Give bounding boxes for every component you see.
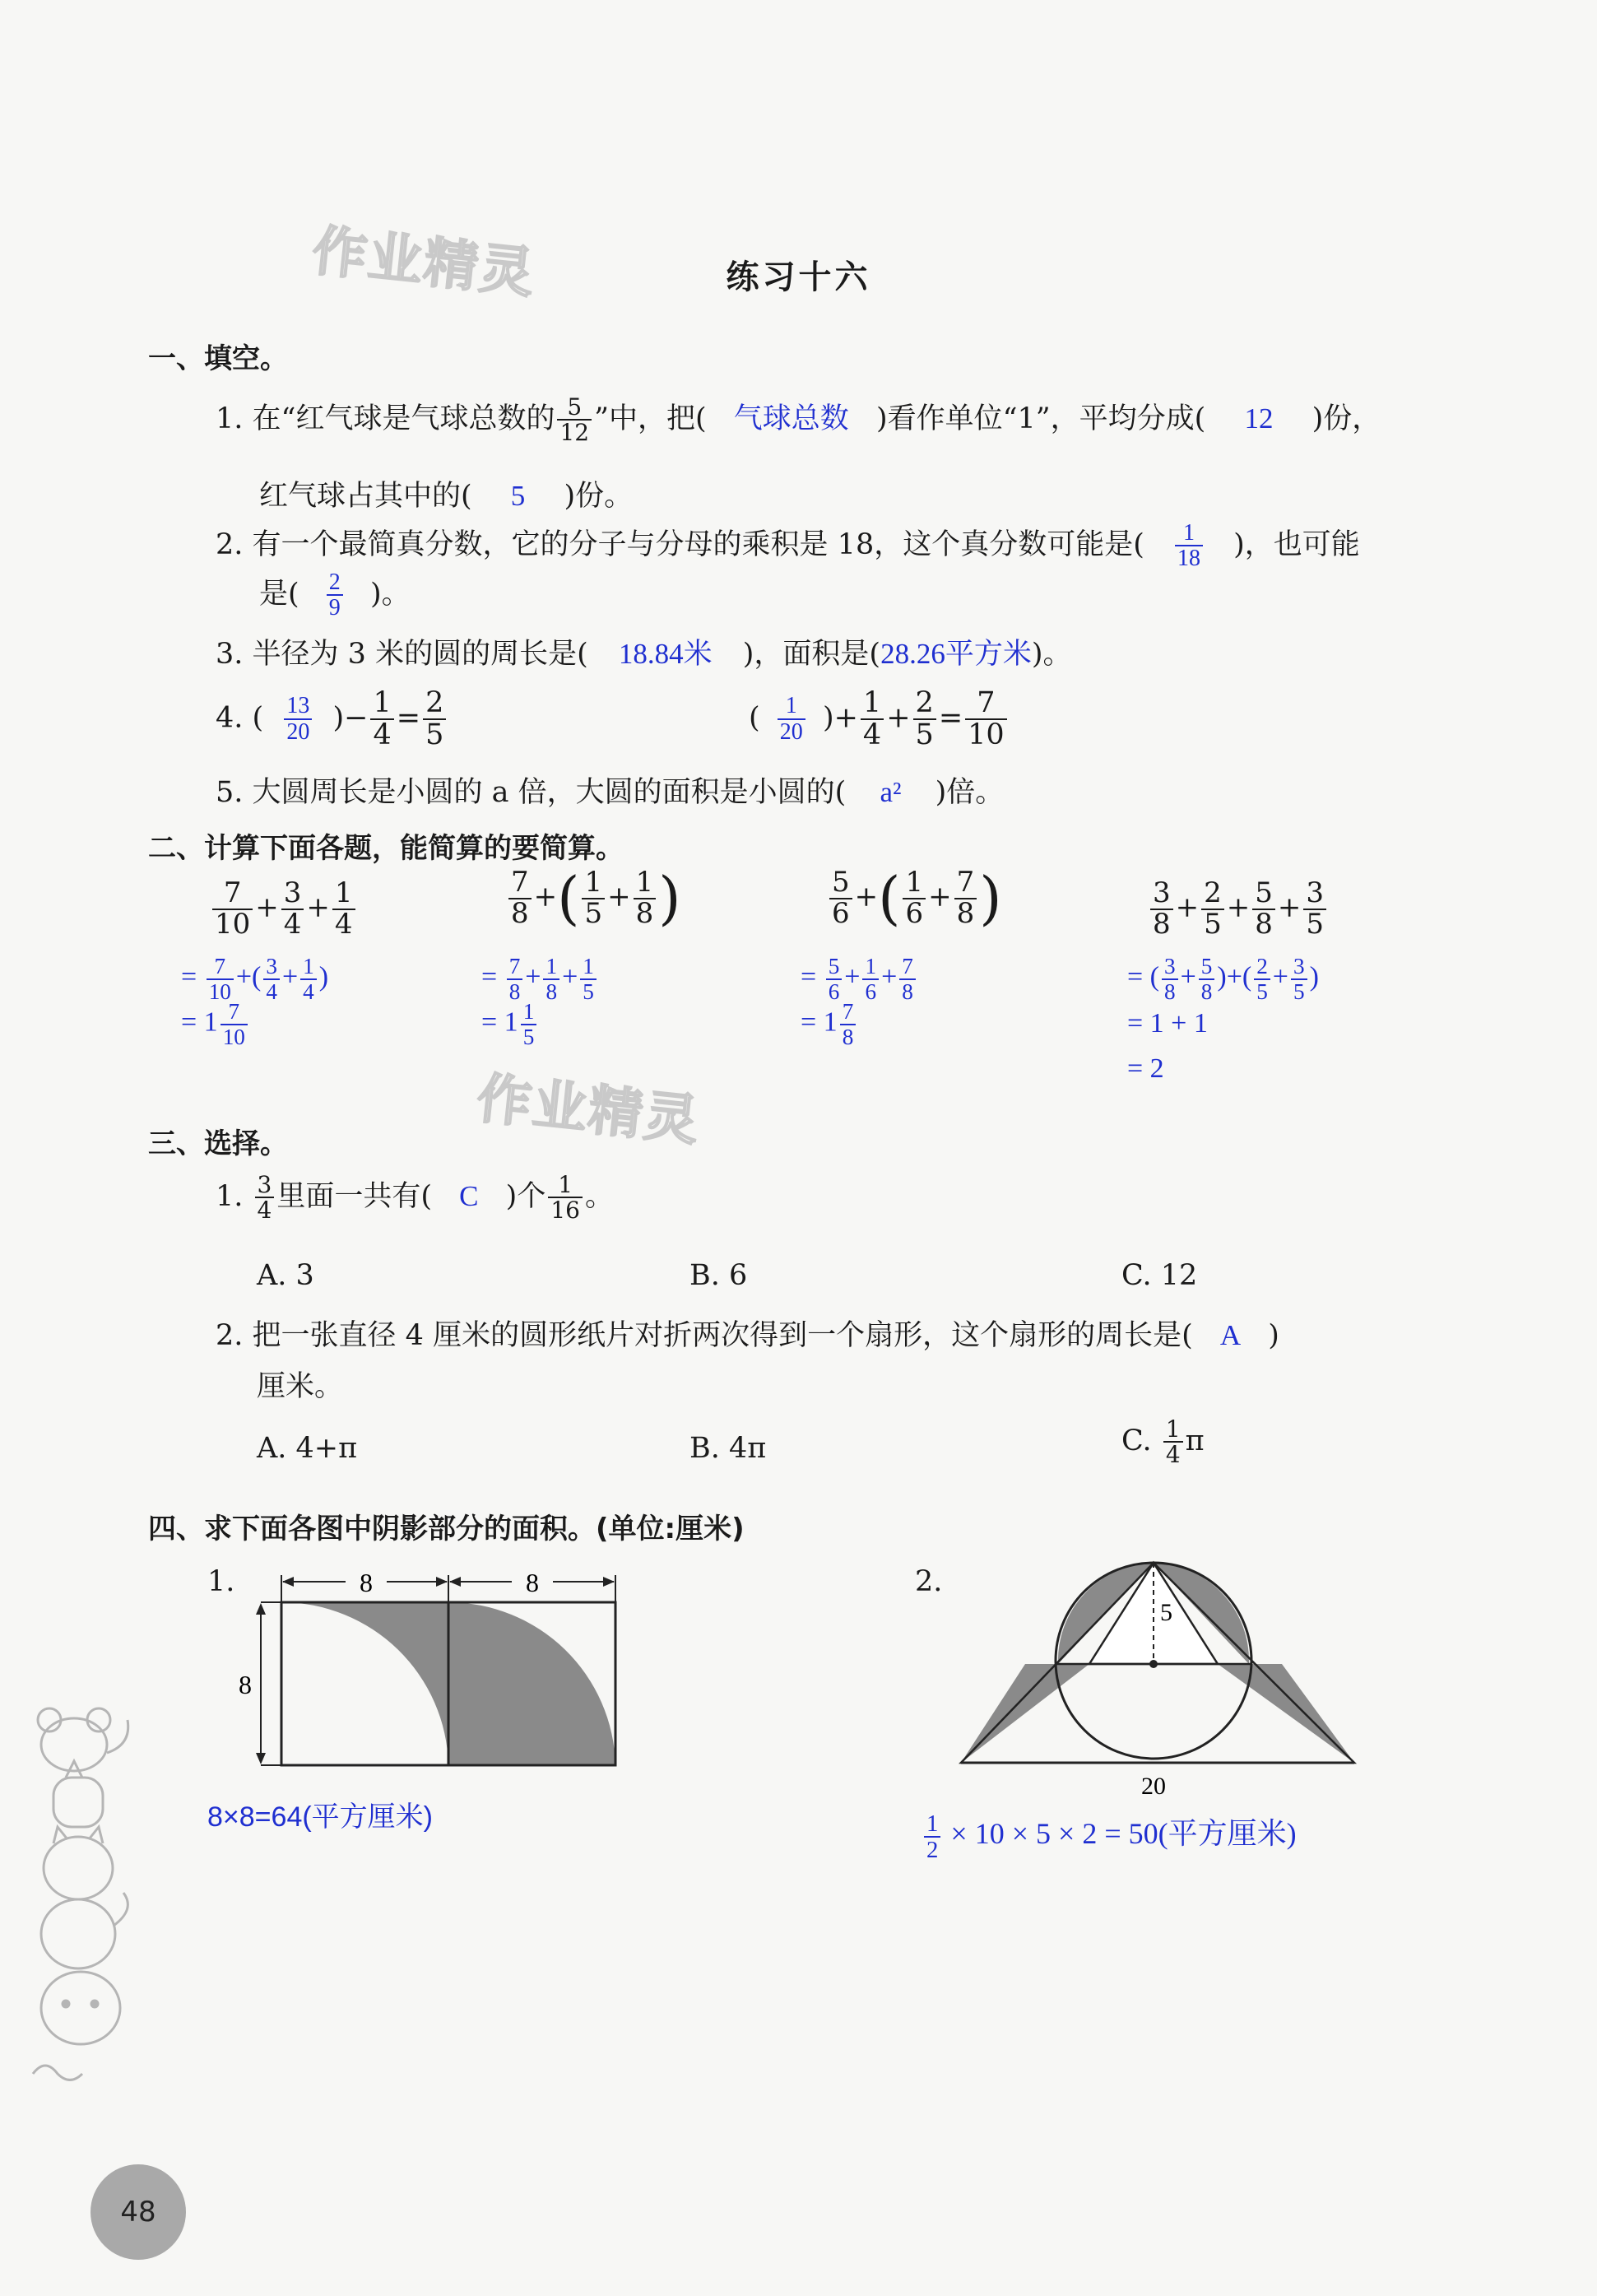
figure-2 (954, 1555, 1382, 1810)
question-1-2-line2 (259, 570, 411, 620)
operator: = (801, 961, 817, 992)
paren: ( (878, 864, 901, 932)
operator: = ( (1127, 961, 1159, 992)
shaded-region (1218, 1664, 1354, 1763)
fraction: $\frac{2}{5}$ (913, 688, 936, 751)
answer: 18.84米 (618, 638, 713, 670)
operator: + (1277, 890, 1302, 924)
question-text: )份。 (564, 480, 634, 513)
calc-problem-3 (827, 864, 1002, 932)
fraction: $\frac{1}{5}$ (580, 955, 597, 1003)
question-3-2 (216, 1313, 1279, 1354)
fraction: $\frac{7}{8}$ (507, 955, 523, 1003)
dimension-label: 20 (1141, 1773, 1166, 1800)
calc-step (801, 955, 918, 1003)
answer: 8×8=64(平方厘米) (207, 1801, 433, 1833)
operator: + (1272, 961, 1288, 992)
operator: + (281, 961, 299, 992)
fraction: $\frac{5}{6}$ (829, 868, 852, 928)
operator: + (255, 890, 279, 924)
calc-step (481, 955, 599, 1003)
operator: = 1 (801, 1006, 838, 1038)
question-1-4b (749, 688, 1010, 751)
question-text: )看作单位“1”，平均分成( (875, 402, 1206, 435)
operator: ) (318, 961, 329, 992)
question-3-1 (216, 1173, 614, 1223)
fraction: $\frac{3}{4}$ (263, 955, 280, 1003)
question-text: 是( (259, 577, 299, 611)
question-text: )，面积是( (742, 638, 881, 671)
answer: $\frac{1}{18}$ (1175, 521, 1203, 571)
fraction: $\frac{7}{10}$ (965, 688, 1007, 751)
operator: = 1 (481, 1006, 518, 1038)
answer: 气球总数 (733, 402, 849, 435)
fraction: $\frac{1}{8}$ (634, 868, 657, 928)
calc-step (181, 1000, 250, 1048)
question-text: 。 (584, 1179, 614, 1213)
section-heading: 三、选择。 (148, 1127, 288, 1160)
fraction: $\frac{7}{8}$ (840, 1000, 857, 1048)
operator: = (181, 961, 197, 992)
question-1-1-line2 (259, 473, 633, 514)
option-a: A. 3 (257, 1259, 314, 1292)
question-text: )。 (1031, 638, 1072, 671)
question-number: 4. (216, 701, 244, 735)
answer: $\frac{1}{20}$ (778, 694, 805, 744)
option-b: B. 4π (689, 1432, 767, 1465)
dimension-label: 8 (360, 1568, 373, 1597)
operator: + (306, 890, 330, 924)
calc-problem-2 (506, 864, 681, 932)
operator: + (854, 880, 879, 913)
fraction: $\frac{1}{4}$ (370, 688, 393, 751)
fraction: $\frac{5}{6}$ (826, 955, 843, 1003)
calc-step (1127, 955, 1319, 1003)
question-number: 5. (216, 776, 244, 809)
question-number: 3. (216, 638, 244, 671)
calc-step: = 2 (1127, 1053, 1164, 1084)
operator: ) (1309, 961, 1319, 992)
calc-problem-1 (210, 876, 358, 941)
fraction: $\frac{7}{10}$ (212, 879, 253, 939)
watermark: 作业精灵 (309, 218, 539, 305)
operator: + (525, 961, 541, 992)
question-text: )倍。 (935, 776, 1005, 809)
question-text: )份， (1311, 402, 1381, 435)
operator: + (1226, 890, 1251, 924)
fraction: $\frac{1}{16}$ (548, 1173, 583, 1223)
question-1-1 (216, 395, 1381, 445)
section-heading: 二、计算下面各题，能简算的要简算。 (148, 832, 624, 865)
operator: )+ (822, 701, 858, 735)
operator: +( (235, 961, 262, 992)
fraction: $\frac{1}{4}$ (300, 955, 317, 1003)
operator: )− (332, 701, 369, 735)
question-text: 半径为 3 米的圆的周长是( (252, 638, 588, 671)
operator: + (607, 880, 631, 913)
figure-number: 1. (207, 1565, 235, 1598)
paren: ( (252, 701, 264, 735)
fraction: $\frac{5}{8}$ (1252, 879, 1275, 939)
fraction: $\frac{1}{4}$ (332, 879, 355, 939)
fraction: $\frac{7}{10}$ (207, 955, 234, 1003)
fraction: $\frac{7}{10}$ (221, 1000, 248, 1048)
question-text: )个 (505, 1179, 546, 1213)
fraction: $\frac{1}{5}$ (582, 868, 605, 928)
operator: + (533, 880, 558, 913)
fraction: $\frac{3}{5}$ (1303, 879, 1326, 939)
page-title: 练习十六 (726, 258, 871, 296)
answer: 5 (510, 480, 526, 512)
figure-number: 2. (915, 1565, 943, 1598)
question-text: )。 (369, 577, 411, 611)
dimension-label: 8 (526, 1568, 539, 1597)
operator: + (844, 961, 861, 992)
fraction: $\frac{1}{8}$ (543, 955, 559, 1003)
paren: ( (557, 864, 580, 932)
fraction: $\frac{2}{5}$ (1254, 955, 1270, 1003)
cartoon-animals-illustration (16, 1695, 140, 2098)
fraction: $\frac{1}{2}$ (924, 1811, 940, 1862)
operator: = (481, 961, 498, 992)
paren: ( (749, 701, 760, 735)
fraction: $\frac{3}{8}$ (1150, 879, 1173, 939)
fraction: $\frac{1}{6}$ (862, 955, 879, 1003)
operator: = (938, 701, 963, 735)
question-text: 红气球占其中的( (259, 480, 472, 513)
fraction: $\frac{5}{8}$ (1199, 955, 1215, 1003)
fraction: $\frac{1}{4}$ (1163, 1417, 1183, 1467)
shaded-region (281, 1602, 448, 1765)
question-text: ) (1268, 1319, 1279, 1352)
calc-step (181, 955, 328, 1003)
answer: $\frac{2}{9}$ (327, 570, 343, 620)
fraction: $\frac{1}{4}$ (861, 688, 884, 751)
question-1-3 (216, 631, 1072, 672)
question-3-2-line2: 厘米。 (257, 1370, 344, 1403)
question-1-2 (216, 521, 1360, 571)
question-text: )，也可能 (1233, 528, 1360, 561)
calc-step (481, 1000, 539, 1048)
operator: + (1175, 890, 1200, 924)
watermark: 作业精灵 (474, 1066, 703, 1153)
paren: ) (658, 864, 681, 932)
operator: = 1 (181, 1006, 218, 1038)
operator: + (562, 961, 578, 992)
question-text: 有一个最简真分数，它的分子与分母的乘积是 18，这个真分数可能是( (252, 528, 1144, 561)
operator: + (886, 701, 911, 735)
dimension-label: 8 (239, 1670, 252, 1699)
question-text: 里面一共有( (276, 1179, 433, 1213)
question-1-5 (216, 769, 1004, 811)
fraction: $\frac{1}{5}$ (521, 1000, 537, 1048)
answer: $\frac{1}{2}$ × 10 × 5 × 2 = 50(平方厘米) (922, 1810, 1297, 1862)
operator: + (928, 880, 952, 913)
fraction: $\frac{1}{6}$ (903, 868, 926, 928)
operator: + (1180, 961, 1196, 992)
shaded-region (448, 1602, 615, 1765)
answer: $\frac{13}{20}$ (284, 694, 312, 744)
section-heading: 一、填空。 (148, 342, 288, 375)
section-heading: 四、求下面各图中阴影部分的面积。(单位:厘米) (148, 1513, 745, 1545)
figure-1 (239, 1555, 634, 1778)
fraction: $\frac{2}{5}$ (423, 688, 446, 751)
fraction: $\frac{7}{8}$ (508, 868, 532, 928)
operator: = (396, 701, 421, 735)
option-b: B. 6 (689, 1259, 748, 1292)
operator: + (881, 961, 898, 992)
option-a: A. 4+π (257, 1432, 358, 1465)
fraction: $\frac{3}{5}$ (1291, 955, 1307, 1003)
answer: 28.26平方米 (880, 638, 1032, 670)
fraction: $\frac{3}{8}$ (1162, 955, 1178, 1003)
answer: A (1219, 1319, 1242, 1351)
calc-step (801, 1000, 858, 1048)
question-text: 把一张直径 4 厘米的圆形纸片对折两次得到一个扇形，这个扇形的周长是( (252, 1319, 1193, 1352)
operator: )+( (1217, 961, 1252, 992)
answer: C (459, 1179, 479, 1212)
page-number: 48 (91, 2164, 186, 2260)
answer: 12 (1244, 402, 1274, 435)
question-number: 1. (216, 1179, 244, 1213)
option-c: C. $\frac{1}{4}$ π (1121, 1415, 1205, 1469)
dimension-label: 5 (1160, 1599, 1172, 1626)
question-1-4a (216, 688, 448, 751)
fraction: $\frac{7}{8}$ (899, 955, 916, 1003)
question-number: 1. (216, 402, 244, 435)
calc-problem-4 (1148, 876, 1329, 941)
option-c: C. 12 (1121, 1259, 1198, 1292)
question-text: 在“红气球是气球总数的 (252, 402, 555, 435)
fraction: $\frac{5}{12}$ (557, 395, 592, 445)
fraction: $\frac{2}{5}$ (1201, 879, 1224, 939)
calc-step: = 1 + 1 (1127, 1008, 1208, 1039)
question-number: 2. (216, 1319, 244, 1352)
question-text: 大圆周长是小圆的 a 倍，大圆的面积是小圆的( (252, 776, 847, 809)
fraction: $\frac{7}{8}$ (954, 868, 977, 928)
paren: ) (979, 864, 1002, 932)
question-number: 2. (216, 528, 244, 561)
question-text: ”中，把( (594, 402, 707, 435)
fraction: $\frac{3}{4}$ (281, 879, 304, 939)
answer: a² (880, 776, 902, 808)
fraction: $\frac{3}{4}$ (255, 1173, 275, 1223)
